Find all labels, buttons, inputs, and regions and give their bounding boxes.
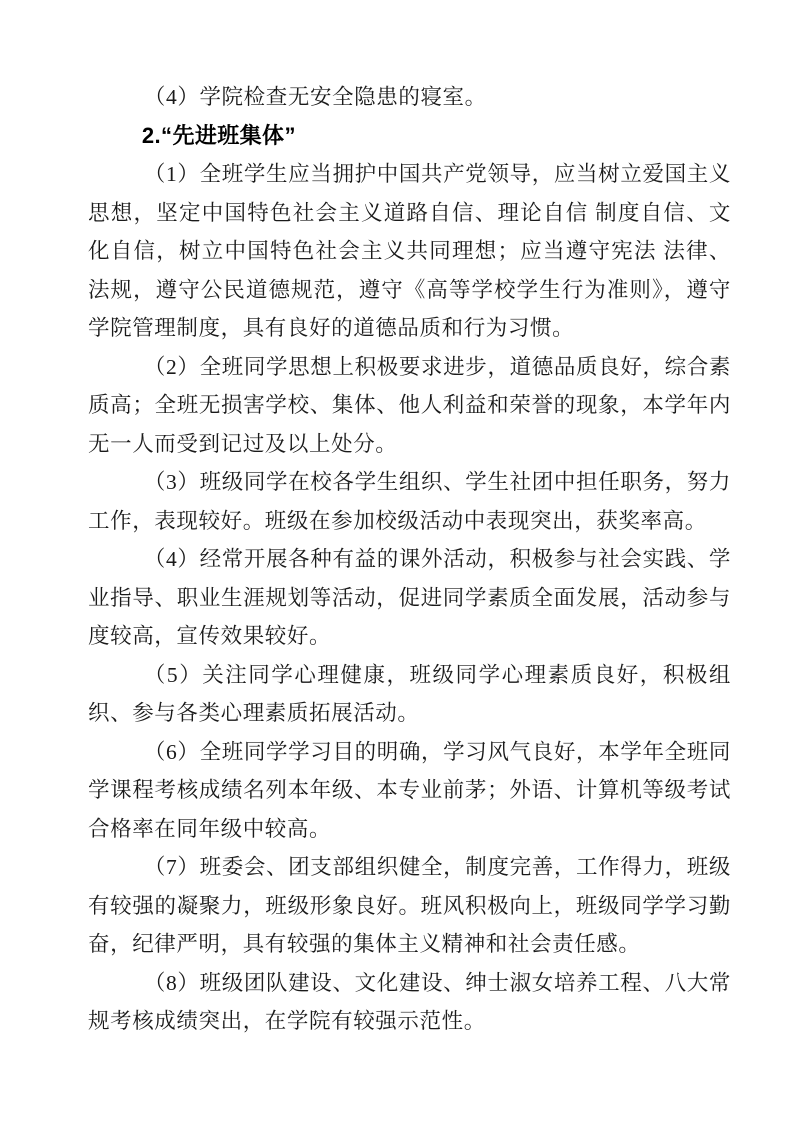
paragraph-criterion-6: （6）全班同学学习目的明确，学习风气良好，本学年全班同学课程考核成绩名列本年级、本专业前茅；外语、计算机等级考试合格率在同年级中较高。 <box>88 739 731 841</box>
paragraph-criterion-4: （4）经常开展各种有益的课外活动，积极参与社会实践、学业指导、职业生涯规划等活动，促进同学素质全面发展，活动参与度较高，宣传效果较好。 <box>88 547 731 648</box>
paragraph-criterion-5: （5）关注同学心理健康，班级同学心理素质良好，积极组织、参与各类心理素质拓展活动。 <box>88 662 731 725</box>
paragraph-prev-section-item-4: （4）学院检查无安全隐患的寝室。 <box>143 85 487 109</box>
paragraph-criterion-3: （3）班级同学在校各学生组织、学生社团中担任职务，努力工作，表现较好。班级在参加校级活动中表现突出，获奖率高。 <box>88 470 731 533</box>
paragraph-criterion-8: （8）班级团队建设、文化建设、绅士淑女培养工程、八大常规考核成绩突出，在学院有较强示范性。 <box>88 970 731 1033</box>
paragraph-criterion-2: （2）全班同学思想上积极要求进步，道德品质良好，综合素质高；全班无损害学校、集体、他人利益和荣誉的现象，本学年内无一人而受到记过及以上处分。 <box>88 354 731 456</box>
paragraph-criterion-7: （7）班委会、团支部组织健全，制度完善，工作得力，班级有较强的凝聚力，班级形象良好。班风积极向上，班级同学学习勤奋，纪律严明，具有较强的集体主义精神和社会责任感。 <box>88 855 731 956</box>
paragraph-criterion-1: （1）全班学生应当拥护中国共产党领导，应当树立爱国主义思想，坚定中国特色社会主义道路自信、理论自信 制度自信、文化自信，树立中国特色社会主义共同理想；应当遵守宪法 法律、法规，遵守公民道德规范，遵守《高等学校学生行为准则》，遵守学院管理制度，具有良好的道德品质和行为习惯。 <box>88 162 731 340</box>
section-heading-advanced-class: 2.“先进班集体” <box>141 122 296 148</box>
